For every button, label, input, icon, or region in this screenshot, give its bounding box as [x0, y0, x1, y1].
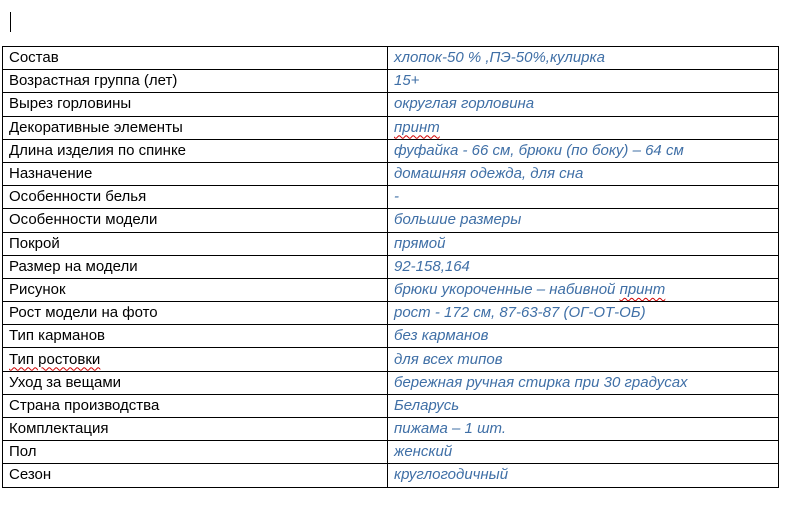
row-value: круглогодичный — [388, 464, 779, 487]
row-label: Декоративные элементы — [3, 116, 388, 139]
table-row — [3, 394, 779, 417]
row-label: Рост модели на фото — [3, 302, 388, 325]
row-label: Пол — [3, 441, 388, 464]
row-value: 15+ — [388, 70, 779, 93]
table-row — [3, 278, 779, 301]
table-row — [3, 162, 779, 185]
row-label: Размер на модели — [3, 255, 388, 278]
row-label: Назначение — [3, 162, 388, 185]
table-row — [3, 186, 779, 209]
row-label: Возрастная группа (лет) — [3, 70, 388, 93]
table-row — [3, 302, 779, 325]
row-label: Длина изделия по спинке — [3, 139, 388, 162]
row-label: Состав — [3, 47, 388, 70]
row-label: Комплектация — [3, 418, 388, 441]
product-spec-table — [2, 46, 779, 488]
table-row — [3, 441, 779, 464]
table-row — [3, 348, 779, 371]
table-row — [3, 325, 779, 348]
row-value: домашняя одежда, для сна — [388, 162, 779, 185]
row-value: фуфайка - 66 см, брюки (по боку) – 64 см — [388, 139, 779, 162]
row-label: Сезон — [3, 464, 388, 487]
table-row — [3, 93, 779, 116]
table-row — [3, 139, 779, 162]
row-label: Вырез горловины — [3, 93, 388, 116]
row-label: Особенности модели — [3, 209, 388, 232]
row-label: Покрой — [3, 232, 388, 255]
row-value: хлопок-50 % ,ПЭ-50%,кулирка — [388, 47, 779, 70]
table-row — [3, 232, 779, 255]
table-row — [3, 371, 779, 394]
row-value: округлая горловина — [388, 93, 779, 116]
row-value: бережная ручная стирка при 30 градусах — [388, 371, 779, 394]
row-value: рост - 172 см, 87-63-87 (ОГ-ОТ-ОБ) — [388, 302, 779, 325]
row-value: 92-158,164 — [388, 255, 779, 278]
table-row — [3, 255, 779, 278]
row-value: без карманов — [388, 325, 779, 348]
row-label: Тип карманов — [3, 325, 388, 348]
row-label: Уход за вещами — [3, 371, 388, 394]
row-value: пижама – 1 шт. — [388, 418, 779, 441]
row-value: Беларусь — [388, 394, 779, 417]
row-value: прямой — [388, 232, 779, 255]
row-value: для всех типов — [388, 348, 779, 371]
spellcheck-marked-label: Тип ростовки — [9, 350, 101, 368]
row-value — [388, 116, 779, 139]
table-row — [3, 418, 779, 441]
row-label: Рисунок — [3, 278, 388, 301]
table-row — [3, 116, 779, 139]
table-row — [3, 464, 779, 487]
row-label: Особенности белья — [3, 186, 388, 209]
spellcheck-marked-word: принт — [394, 118, 440, 136]
row-label: Страна производства — [3, 394, 388, 417]
row-value-text: брюки укороченные – набивной — [394, 280, 620, 298]
row-value: женский — [388, 441, 779, 464]
row-value — [388, 278, 779, 301]
row-value: большие размеры — [388, 209, 779, 232]
table-row — [3, 209, 779, 232]
text-cursor — [10, 12, 11, 32]
row-value: - — [388, 186, 779, 209]
row-label — [3, 348, 388, 371]
table-row — [3, 70, 779, 93]
spellcheck-marked-word: принт — [619, 280, 666, 298]
table-row — [3, 47, 779, 70]
